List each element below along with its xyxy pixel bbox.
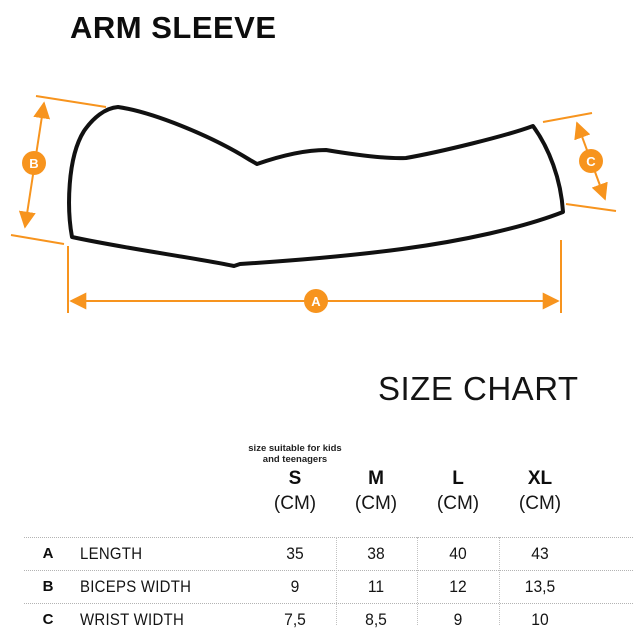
row-label: LENGTH bbox=[80, 544, 143, 563]
column-header-m: M bbox=[368, 468, 384, 489]
marker-c-badge bbox=[579, 149, 603, 173]
marker-c-label: C bbox=[586, 154, 596, 169]
column-header-l: L bbox=[452, 468, 464, 489]
measure-c-tick-top bbox=[543, 113, 592, 122]
measure-c-tick-bottom bbox=[566, 204, 616, 211]
column-unit-m: (CM) bbox=[354, 493, 398, 514]
size-note-line1: size suitable for kids bbox=[248, 443, 342, 454]
row-label: BICEPS WIDTH bbox=[80, 577, 192, 596]
cell-value: 9 bbox=[453, 610, 463, 629]
marker-a-label: A bbox=[311, 294, 321, 309]
cell-value: 9 bbox=[290, 577, 300, 596]
row-label: WRIST WIDTH bbox=[80, 610, 185, 629]
column-header-xl: XL bbox=[527, 468, 553, 489]
column-unit-xl: (CM) bbox=[518, 493, 562, 514]
sleeve-outline bbox=[69, 107, 563, 266]
cell-value: 40 bbox=[449, 544, 467, 563]
table-row-length bbox=[0, 537, 640, 570]
table-row-wrist-width bbox=[0, 603, 640, 636]
cell-value: 43 bbox=[531, 544, 549, 563]
size-chart-heading: SIZE CHART bbox=[378, 370, 579, 407]
cell-value: 38 bbox=[367, 544, 385, 563]
cell-value: 13,5 bbox=[524, 577, 556, 596]
row-key: B bbox=[42, 578, 54, 595]
marker-a-badge bbox=[304, 289, 328, 313]
size-note bbox=[215, 444, 375, 465]
column-header-s: S bbox=[288, 468, 302, 489]
size-note-line2: and teenagers bbox=[262, 453, 328, 465]
cell-value: 7,5 bbox=[284, 610, 306, 629]
marker-b-badge bbox=[22, 151, 46, 175]
cell-value: 8,5 bbox=[365, 610, 387, 629]
column-unit-l: (CM) bbox=[436, 493, 480, 514]
row-key: C bbox=[42, 611, 54, 628]
cell-value: 10 bbox=[531, 610, 549, 629]
table-row-biceps-width bbox=[0, 570, 640, 603]
measure-b-tick-bottom bbox=[11, 235, 64, 244]
measure-b-tick-top bbox=[36, 96, 106, 107]
row-key: A bbox=[42, 545, 54, 562]
cell-value: 35 bbox=[286, 544, 304, 563]
marker-b-label: B bbox=[29, 156, 39, 171]
cell-value: 11 bbox=[367, 577, 385, 596]
cell-value: 12 bbox=[449, 577, 467, 596]
column-unit-s: (CM) bbox=[273, 493, 317, 514]
page-title: ARM SLEEVE bbox=[70, 10, 277, 45]
